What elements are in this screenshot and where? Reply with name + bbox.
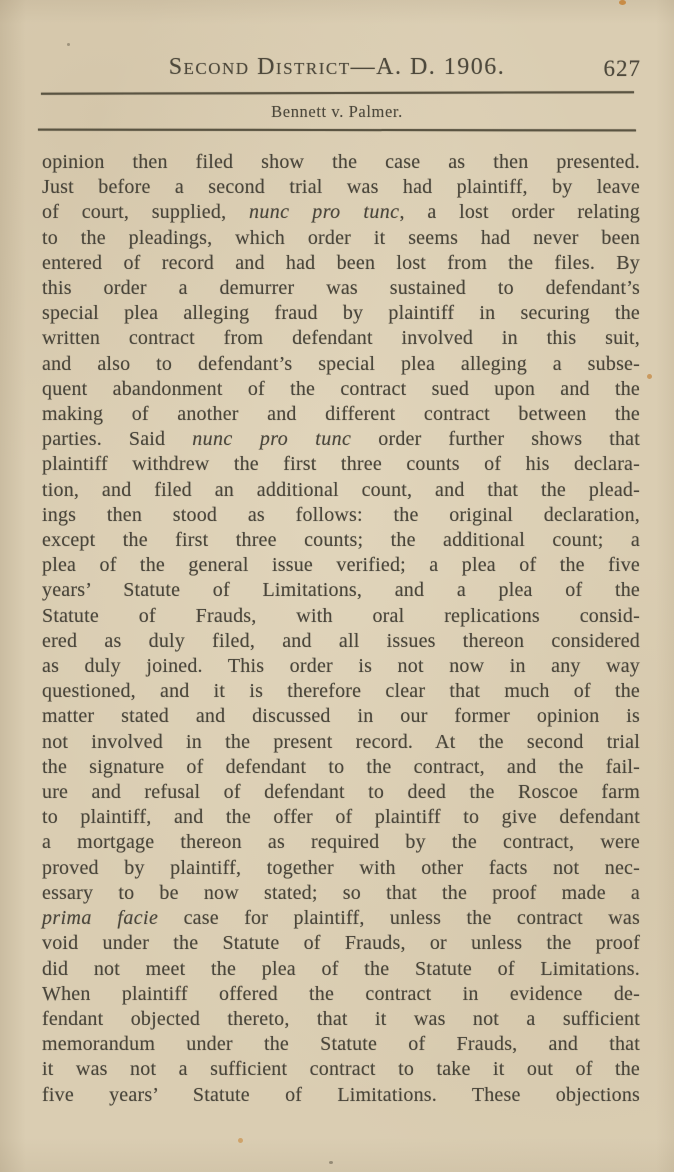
text-line xyxy=(42,881,640,906)
text-segment: this order a demurrer was sustained to defendant’s xyxy=(42,277,640,300)
text-segment: questioned, and it is therefore clear that much of the xyxy=(42,680,640,703)
text-line xyxy=(42,150,640,175)
text-segment: When plaintiff offered the contract in evidence de- xyxy=(42,982,640,1005)
text-segment: parties. Said xyxy=(42,428,193,451)
header-rule-top xyxy=(40,91,633,95)
text-segment: opinion then filed show the case as then presented. xyxy=(42,151,640,173)
text-segment: quent abandonment of the contract sued upon and the xyxy=(42,377,640,400)
text-line xyxy=(42,402,640,427)
text-line xyxy=(42,276,640,301)
ink-speck xyxy=(329,1161,333,1164)
text-segment: and also to defendant’s special plea alleging a subse- xyxy=(42,352,640,375)
text-line xyxy=(42,856,640,881)
text-line xyxy=(42,982,640,1007)
text-line xyxy=(42,427,640,452)
text-segment: a mortgage thereon as required by the contract, were xyxy=(42,831,640,854)
text-line xyxy=(42,478,640,503)
text-line xyxy=(42,679,640,704)
text-segment: memorandum under the Statute of Frauds, and that xyxy=(42,1033,640,1056)
text-segment: ings then stood as follows: the original declaration, xyxy=(42,503,640,526)
text-segment: did not meet the plea of the Statute of Limitations. xyxy=(42,957,640,980)
case-caption: Bennett v. Palmer. xyxy=(271,102,403,121)
latin-phrase: prima facie xyxy=(42,907,159,930)
page-header xyxy=(0,0,674,131)
text-line xyxy=(42,805,640,830)
text-segment: entered of record and had been lost from the files. By xyxy=(42,251,640,274)
text-segment: tion, and filed an additional count, and that the plead- xyxy=(42,478,640,501)
text-segment: matter stated and discussed in our former opinion is xyxy=(42,705,640,728)
text-line xyxy=(42,553,640,578)
text-segment: as duly joined. This order is not now in any way xyxy=(42,655,640,678)
body-text xyxy=(42,150,640,1108)
text-line xyxy=(42,301,640,326)
text-segment: written contract from defendant involved in this suit, xyxy=(42,327,640,350)
text-line xyxy=(42,1007,640,1032)
text-line xyxy=(42,730,640,755)
text-line xyxy=(42,906,640,931)
text-line xyxy=(42,629,640,654)
page-number: 627 xyxy=(603,56,641,81)
text-segment: years’ Statute of Limitations, and a plea of the xyxy=(42,579,640,602)
text-line xyxy=(42,1083,640,1108)
text-segment: essary to be now stated; so that the proof made a xyxy=(42,881,640,904)
text-segment: except the first three counts; the additional count; a xyxy=(42,529,640,552)
text-segment: proved by plaintiff, together with other facts not nec- xyxy=(42,856,640,879)
text-segment: making of another and different contract between the xyxy=(42,403,640,426)
text-line xyxy=(42,780,640,805)
text-line xyxy=(42,957,640,982)
text-line xyxy=(42,352,640,377)
running-title: Second District—A. D. 1906. xyxy=(168,54,506,80)
text-segment: Statute of Frauds, with oral replications consid- xyxy=(42,604,640,627)
text-segment: , a lost order relating xyxy=(399,201,640,224)
text-segment: plea of the general issue verified; a plea of the five xyxy=(42,554,640,577)
text-line xyxy=(42,503,640,528)
text-segment: not involved in the present record. At the second trial xyxy=(42,730,640,753)
text-line xyxy=(42,604,640,629)
text-line xyxy=(42,578,640,603)
text-line xyxy=(42,326,640,351)
text-line xyxy=(42,200,640,225)
text-segment: it was not a sufficient contract to take it out of the xyxy=(42,1058,640,1081)
text-segment: of court, supplied, xyxy=(42,201,249,224)
text-segment: ure and refusal of defendant to deed the Roscoe farm xyxy=(42,781,640,804)
text-line xyxy=(42,704,640,729)
text-line xyxy=(42,830,640,855)
text-segment: void under the Statute of Frauds, or unless the proof xyxy=(42,932,640,955)
foxing-speck xyxy=(647,374,652,379)
foxing-speck xyxy=(238,1138,243,1143)
text-segment: five years’ Statute of Limitations. These objections xyxy=(42,1083,640,1106)
text-line xyxy=(42,1032,640,1057)
text-line xyxy=(42,654,640,679)
text-segment: the signature of defendant to the contract, and the fail- xyxy=(42,755,640,778)
text-line xyxy=(42,377,640,402)
header-rule-bottom xyxy=(38,129,636,132)
text-line xyxy=(42,931,640,956)
text-segment: order further shows that xyxy=(351,428,640,451)
text-line xyxy=(42,226,640,251)
text-segment: case for plaintiff, unless the contract was xyxy=(158,907,640,930)
text-line xyxy=(42,528,640,553)
text-segment: ered as duly filed, and all issues thereon considered xyxy=(42,629,640,652)
text-line xyxy=(42,175,640,200)
text-line xyxy=(42,1057,640,1082)
text-segment: Just before a second trial was had plaintiff, by leave xyxy=(42,176,640,199)
text-segment: fendant objected thereto, that it was not a sufficient xyxy=(42,1007,640,1030)
latin-phrase: nunc pro tunc xyxy=(248,201,400,224)
text-line xyxy=(42,452,640,477)
text-segment: to the pleadings, which order it seems had never been xyxy=(42,226,640,249)
text-segment: special plea alleging fraud by plaintiff in securing the xyxy=(42,302,640,325)
text-segment: to plaintiff, and the offer of plaintiff to give defendant xyxy=(42,806,640,829)
text-segment: plaintiff withdrew the first three counts of his declara- xyxy=(42,453,640,476)
latin-phrase: nunc pro tunc xyxy=(192,428,352,451)
text-line xyxy=(42,755,640,780)
text-line xyxy=(42,251,640,276)
running-head xyxy=(0,0,674,81)
